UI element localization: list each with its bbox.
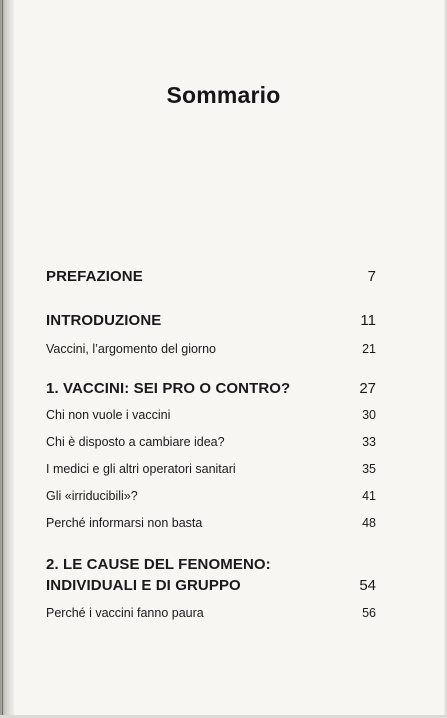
- page-title: Sommario: [166, 82, 281, 108]
- toc-page-number: 30: [362, 408, 376, 422]
- toc-entry-chi-non-vuole: [46, 408, 376, 422]
- toc-page-number: 48: [362, 516, 376, 530]
- toc-label: Perché informarsi non basta: [46, 516, 203, 530]
- toc-entry-informarsi: [46, 516, 376, 530]
- toc-entry-chapter-2-line1: [46, 556, 376, 573]
- toc-label: Chi è disposto a cambiare idea?: [46, 435, 225, 449]
- toc-entry-irriducibili: [46, 489, 376, 503]
- toc-page-number: 56: [362, 606, 376, 620]
- toc-label: INDIVIDUALI E DI GRUPPO: [46, 577, 241, 594]
- toc-label: 1. VACCINI: SEI PRO O CONTRO?: [46, 380, 291, 397]
- toc-label: I medici e gli altri operatori sanitari: [46, 462, 236, 476]
- toc-page-number: 11: [360, 312, 376, 329]
- toc-label: Vaccini, l’argomento del giorno: [46, 342, 217, 356]
- toc-page-number: 7: [367, 268, 376, 285]
- toc-entry-prefazione: [46, 268, 376, 285]
- toc-page-number: 33: [362, 435, 376, 449]
- toc-page-number: 27: [359, 380, 376, 397]
- toc-entry-vaccini-argomento: [46, 342, 376, 356]
- toc-entry-paura: [46, 606, 376, 620]
- toc-page-number: 35: [362, 462, 376, 476]
- toc-entry-chi-disposto: [46, 435, 376, 449]
- toc-entry-chapter-2-line2: [46, 577, 376, 594]
- toc-label: PREFAZIONE: [46, 268, 143, 285]
- toc-label: 2. LE CAUSE DEL FENOMENO:: [46, 556, 271, 573]
- toc-entry-medici: [46, 462, 376, 476]
- toc-label: Gli «irriducibili»?: [46, 489, 138, 503]
- toc-page-number: 41: [362, 489, 376, 503]
- toc-label: Perché i vaccini fanno paura: [46, 606, 204, 620]
- toc-label: Chi non vuole i vaccini: [46, 408, 171, 422]
- toc-page-number: 21: [362, 342, 376, 356]
- toc-entry-introduzione: [46, 312, 376, 329]
- toc-page-number: 54: [359, 577, 376, 594]
- toc-entry-chapter-1: [46, 380, 376, 397]
- toc-label: INTRODUZIONE: [46, 312, 162, 329]
